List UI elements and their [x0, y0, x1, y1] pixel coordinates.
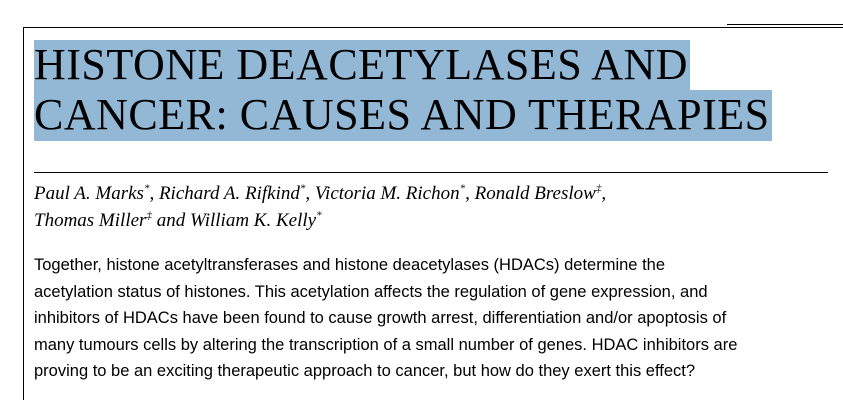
author-line-2	[34, 207, 824, 234]
abstract-line[interactable]: inhibitors of HDACs have been found to cause growth arrest, differentiation and/or apoptosis of	[34, 309, 727, 327]
author-name: Paul A. Marks	[34, 183, 144, 204]
abstract-line[interactable]: many tumours cells by altering the transcription of a small number of genes. HDAC inhibitors are	[34, 335, 738, 354]
abstract-line[interactable]: proving to be an exciting therapeutic approach to cancer, but how do they exert this effect?	[34, 362, 696, 380]
abstract[interactable]	[34, 252, 834, 385]
top-rule	[727, 24, 843, 25]
affiliation-mark: *	[299, 182, 306, 195]
author-separator: ,	[149, 183, 159, 204]
title-line-2[interactable]: CANCER: CAUSES AND THERAPIES	[34, 90, 770, 139]
abstract-line[interactable]: acetylation status of histones. This acetylation affects the regulation of gene expression, and	[34, 282, 708, 301]
author-separator: ,	[465, 183, 475, 204]
affiliation-mark: *	[143, 182, 150, 195]
author-name: William K. Kelly	[189, 210, 317, 231]
affiliation-mark: *	[459, 182, 466, 195]
abstract-line[interactable]: Together, histone acetyltransferases and histone deacetylases (HDACs) determine the	[34, 256, 666, 274]
affiliation-mark: ‡	[595, 182, 602, 195]
title-divider	[34, 172, 828, 173]
article-title[interactable]	[34, 40, 772, 140]
author-line-1	[34, 180, 824, 207]
affiliation-mark: *	[316, 209, 322, 222]
author-list	[34, 180, 824, 234]
title-line-1[interactable]: HISTONE DEACETYLASES AND	[34, 40, 689, 89]
author-name: Ronald Breslow	[474, 183, 596, 204]
author-separator: ,	[305, 183, 315, 204]
author-separator: ,	[601, 183, 607, 204]
affiliation-mark: ‡	[146, 209, 152, 222]
author-name: Victoria M. Richon	[314, 183, 460, 204]
author-name: Richard A. Rifkind	[158, 183, 300, 204]
author-name: Thomas Miller	[34, 210, 147, 231]
author-separator: and	[151, 210, 190, 231]
